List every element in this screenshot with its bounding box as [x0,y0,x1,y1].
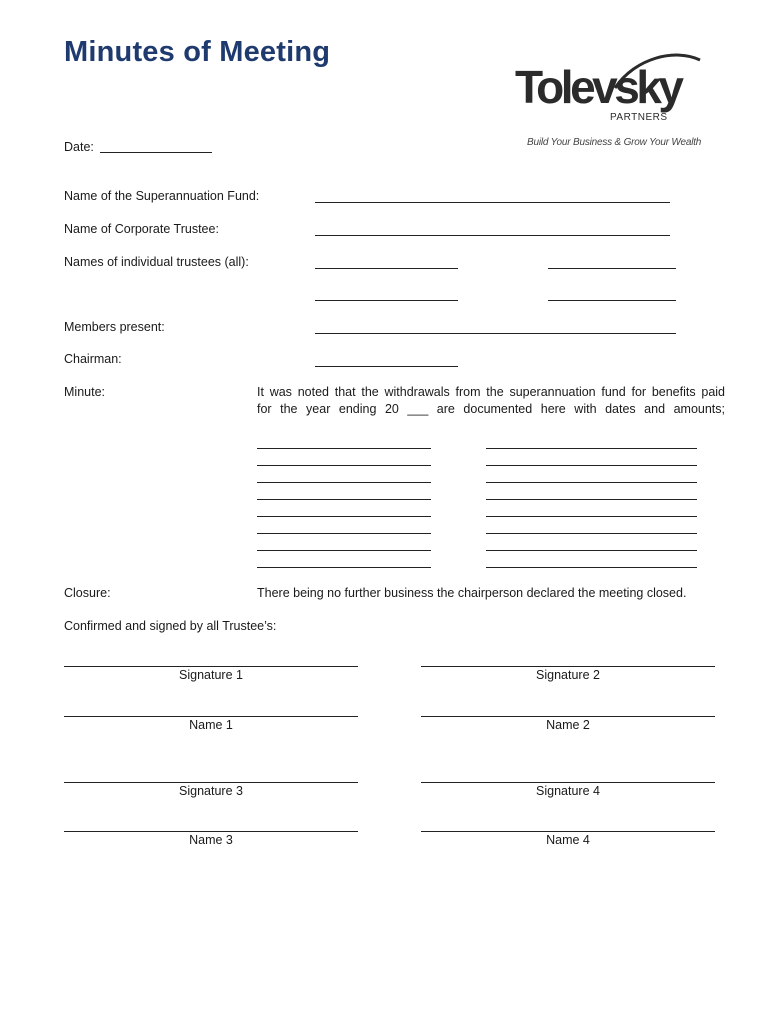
trustee-field-3[interactable] [315,300,458,301]
individual-trustees-label: Names of individual trustees (all): [64,255,249,269]
withdrawal-amount-line[interactable] [486,550,697,551]
signature-1-line[interactable] [64,666,358,667]
name-2-caption: Name 2 [546,718,590,732]
logo-swoosh-icon [585,48,705,108]
withdrawal-date-line[interactable] [257,567,431,568]
closure-text: There being no further business the chairperson declared the meeting closed. [257,586,687,600]
withdrawal-date-line[interactable] [257,550,431,551]
name-4-caption: Name 4 [546,833,590,847]
withdrawal-date-line[interactable] [257,482,431,483]
page-title: Minutes of Meeting [64,36,331,68]
confirmed-label: Confirmed and signed by all Trustee’s: [64,619,277,633]
minute-text [257,384,725,418]
withdrawal-date-line[interactable] [257,465,431,466]
signature-2-caption: Signature 2 [536,668,600,682]
fund-name-field[interactable] [315,202,670,203]
withdrawal-date-line[interactable] [257,448,431,449]
logo-wordmark: Tolevsky [515,61,681,113]
fund-name-label: Name of the Superannuation Fund: [64,189,260,203]
corporate-trustee-label: Name of Corporate Trustee: [64,222,219,236]
minute-line-2: for the year ending 20 ___ are documented here with dates and amounts; [257,402,725,416]
signature-3-line[interactable] [64,782,358,783]
name-2-line[interactable] [421,716,715,717]
minute-line-1: It was noted that the withdrawals from the superannuation fund for benefits paid [257,385,725,399]
withdrawal-amount-line[interactable] [486,465,697,466]
withdrawal-amount-line[interactable] [486,516,697,517]
date-field[interactable] [100,152,212,153]
signature-4-line[interactable] [421,782,715,783]
name-3-line[interactable] [64,831,358,832]
signature-1-caption: Signature 1 [179,668,243,682]
withdrawal-date-line[interactable] [257,499,431,500]
logo-subtitle: PARTNERS [610,112,668,123]
withdrawal-amount-line[interactable] [486,448,697,449]
name-1-line[interactable] [64,716,358,717]
withdrawal-date-line[interactable] [257,533,431,534]
name-4-line[interactable] [421,831,715,832]
closure-label: Closure: [64,586,111,600]
withdrawal-amount-line[interactable] [486,482,697,483]
withdrawal-date-line[interactable] [257,516,431,517]
minute-label: Minute: [64,385,105,399]
signature-3-caption: Signature 3 [179,784,243,798]
logo-tagline: Build Your Business & Grow Your Wealth [527,137,702,148]
chairman-label: Chairman: [64,352,122,366]
withdrawal-amount-line[interactable] [486,499,697,500]
withdrawal-amount-line[interactable] [486,533,697,534]
signature-4-caption: Signature 4 [536,784,600,798]
name-3-caption: Name 3 [189,833,233,847]
name-1-caption: Name 1 [189,718,233,732]
withdrawal-amount-line[interactable] [486,567,697,568]
corporate-trustee-field[interactable] [315,235,670,236]
members-present-label: Members present: [64,320,165,334]
members-present-field[interactable] [315,333,676,334]
trustee-field-1[interactable] [315,268,458,269]
trustee-field-2[interactable] [548,268,676,269]
date-label: Date: [64,140,94,154]
trustee-field-4[interactable] [548,300,676,301]
signature-2-line[interactable] [421,666,715,667]
chairman-field[interactable] [315,366,458,367]
